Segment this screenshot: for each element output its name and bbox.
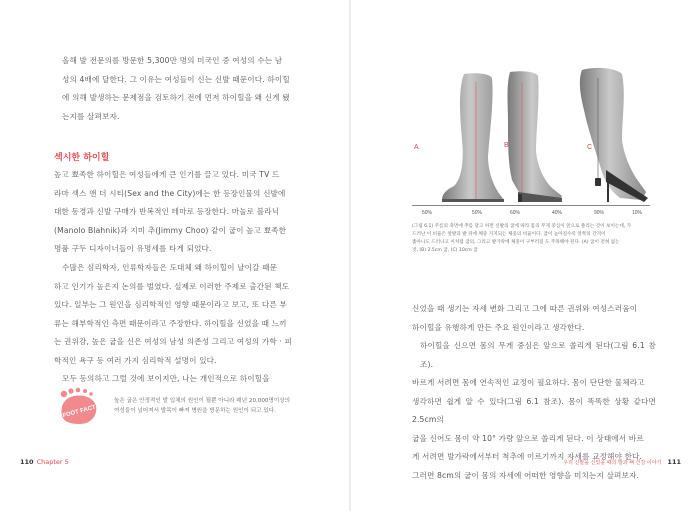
text-line: 신었을 때 생기는 자세 변화 그리고 그에 따른 권위와 여성스러움이 xyxy=(412,304,638,313)
weight-percent: 10% xyxy=(632,210,643,216)
figure-caption xyxy=(412,223,650,255)
section-heading: 섹시한 하이힐 xyxy=(54,153,110,163)
text-line: 여성들이 넘어져서 발목이 빠져 병원을 방문하는 원인이 되고 있다. xyxy=(114,408,276,414)
weight-percent: 60% xyxy=(510,210,521,216)
weight-percent: 50% xyxy=(472,210,483,216)
leg-a-flat xyxy=(442,73,504,202)
text-line: 수많은 심리학자, 인류학자들은 도대체 왜 하이힐이 날이갈 때문 xyxy=(62,263,278,272)
foot-fact-badge xyxy=(54,386,104,428)
text-line: 하이힐을 신으면 몸의 무게 중심은 앞으로 쏠리게 된다(그림 6.1 참조). xyxy=(420,341,656,369)
legs-illustration xyxy=(412,60,650,206)
text-line: 높은 굽은 안정적인 발 입체의 원인이 될뿐 아니라 매년 20,000명이상의 xyxy=(114,398,291,404)
text-line: (Manolo Blahnik)과 지미 추(Jimmy Choo) 같이 굽이 높고 뾰족한 xyxy=(54,225,287,235)
footprint-icon xyxy=(54,386,104,428)
text-line: 굽을 신어도 몸이 약 10° 가량 앞으로 쏠리게 된다. 이 상태에서 바르 xyxy=(412,433,644,443)
text-line: 있다. 일부는 그 원인을 심리학적인 영향 때문이라고 보고, 또 다른 부 xyxy=(54,300,287,309)
text-line: 에 의해 발생하는 문제점을 검토하기 전에 먼저 하이힐을 왜 신게 됐 xyxy=(62,93,290,102)
text-line: 드러난 이 비율은 앞발과 발 뒤에 체중 지지되는 체중의 비율이다. 굽이 높아질수록 앞쪽의 간격이 xyxy=(412,232,606,237)
text-line: 류는 해부학적인 측면 때문이라고 주장한다. 하이힐을 신었을 때 느끼 xyxy=(54,318,287,328)
text-line: 올해 발 전문의를 방문한 5,300만 명의 미국인 중 여성의 수는 남 xyxy=(62,56,283,65)
text-line: 게 서려면 발가락에서부터 척추에 이르기까지 자세를 교정해야 한다. xyxy=(412,452,643,461)
text-line: 성의 4배에 달한다. 그 이유는 여성들이 신는 신발 때문이다. 하이힐 xyxy=(62,74,290,84)
text-line: 높고 뾰족한 하이힐은 여성들에게 큰 인기를 끌고 있다. 미국 TV 드 xyxy=(54,170,280,179)
text-line: 라마 섹스 앤 더 시티(Sex and the City)에는 한 등장인물의 신발에 xyxy=(54,188,286,198)
figure-label-c: C xyxy=(587,144,593,151)
text-line: 것, (B) 2.5cm 굽, (C) 10cm 굽 xyxy=(412,248,478,253)
foot-fact-label: FOOT FACT xyxy=(62,404,97,420)
figure-label-b: B xyxy=(504,142,509,149)
sexy-heels-paragraph xyxy=(54,166,298,259)
text-line: 생각하면 쉽게 알 수 있다(그림 6.1 참조). 몸이 똑똑한 상황 같다면 2.5cm의 xyxy=(412,396,656,424)
text-line: 학적인 욕구 등 여러 가지 심리학적 설명이 있다. xyxy=(54,355,217,365)
text-line: 좁아나도 드러나고 이처럼 굽의, 그리고 발가락에 체중이 구부러질 도 주목해야 된다. (A) 굽이 전혀 없는 xyxy=(412,240,620,245)
leg-b-low-heel xyxy=(508,71,563,202)
figure-legs-heels xyxy=(412,60,650,220)
text-line: 모두 동의하고 그럴 것에 보이지만, 나는 개인적으로 하이힐을 xyxy=(62,374,270,383)
left-page-folio xyxy=(20,458,69,466)
page-number: 111 xyxy=(667,458,681,466)
right-page-folio xyxy=(563,458,681,466)
text-line: 하고 인기가 높은지 논의를 벌였다. 실제로 이러한 주제로 출간된 책도 xyxy=(54,281,290,291)
figure-label-a: A xyxy=(414,144,419,151)
figure-baseline xyxy=(412,205,650,206)
intro-paragraph xyxy=(54,52,298,126)
chapter-label: Chapter 5 xyxy=(36,458,69,466)
weight-percent: 90% xyxy=(594,210,605,216)
text-line: 는지를 살펴보자. xyxy=(62,111,120,121)
text-line: 명품 구두 디자이너들이 유명세를 타게 되었다. xyxy=(54,244,212,253)
text-line: (그림 6.1) 주름의 축면에 추를 달고 하면 신발의 굽에 따라 몸의 무게 중심이 앞으로 쏠리는 것이 보이는데, 가 xyxy=(412,224,632,229)
text-line: 그러면 8cm의 굽이 몸의 자세에 어떠한 영향을 미치는지 살펴보자. xyxy=(412,470,640,480)
foot-fact-note xyxy=(114,396,324,416)
posture-intro-paragraph xyxy=(412,300,656,337)
running-title: 우리 신발을 신었을 때의 발과 뼈 건강 이야기 xyxy=(563,460,662,466)
text-line: 바르게 서려면 몸에 연속적인 교정이 필요하다. 몸이 단단한 물체라고 xyxy=(412,378,645,387)
weight-percent: 40% xyxy=(552,210,563,216)
text-line: 는 권위감, 높은 굽을 신은 여성의 남성 의존성 그리고 여성의 가학 · 피 xyxy=(54,337,293,346)
weight-percent: 50% xyxy=(422,210,433,216)
psychology-paragraph xyxy=(54,259,298,389)
text-line: 하이힐을 유행하게 만든 주요 원인이라고 생각한다. xyxy=(412,322,585,332)
page-number: 110 xyxy=(20,458,34,466)
text-line: 대한 동경과 신발 구매가 반복적인 테마로 등장한다. 마놀로 블라닉 xyxy=(54,207,280,216)
leg-c-high-heel xyxy=(580,68,648,202)
